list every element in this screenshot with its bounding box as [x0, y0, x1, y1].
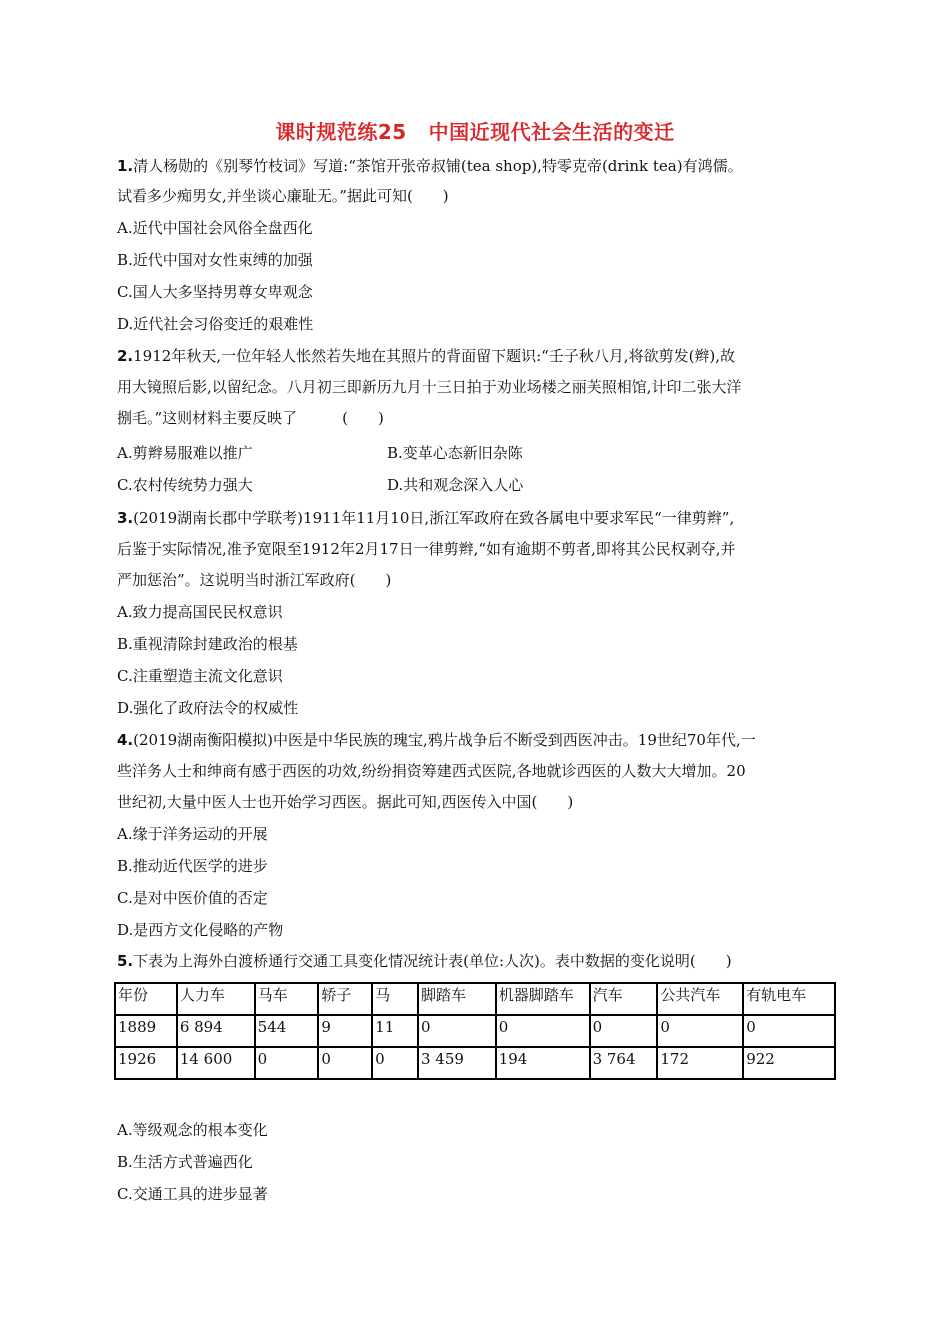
- page-title: [0, 116, 950, 145]
- q1-option-a: A.近代中国社会风俗全盘西化: [117, 219, 313, 237]
- q4-line1: [117, 730, 756, 750]
- table-header-cell: 马车: [255, 983, 319, 1015]
- q3-text-1: (2019湖南长郡中学联考)1911年11月10日,浙江军政府在致各属电中要求军民“一律剪辫”,: [133, 509, 735, 527]
- q2-option-d: D.共和观念深入人心: [387, 476, 524, 494]
- q3-option-b: B.重视清除封建政治的根基: [117, 635, 298, 653]
- q5-option-c: C.交通工具的进步显著: [117, 1185, 268, 1203]
- table-cell: 1926: [115, 1047, 177, 1079]
- q4-option-d: D.是西方文化侵略的产物: [117, 921, 284, 939]
- table-cell: 1889: [115, 1015, 177, 1047]
- q3-line3: 严加惩治”。这说明当时浙江军政府( ): [117, 571, 392, 589]
- table-cell: 3 459: [418, 1047, 496, 1079]
- q3-option-d: D.强化了政府法令的权威性: [117, 699, 299, 717]
- q1-line1: [117, 156, 743, 176]
- q1-number: 1.: [117, 157, 134, 175]
- q4-line2: 些洋务人士和绅商有感于西医的功效,纷纷捐资筹建西式医院,各地就诊西医的人数大大增加。20: [117, 762, 746, 780]
- table-header-cell: 有轨电车: [743, 983, 835, 1015]
- table-cell: 0: [255, 1047, 319, 1079]
- q4-option-a: A.缘于洋务运动的开展: [117, 825, 268, 843]
- table-header-row: [115, 983, 835, 1015]
- q2-option-b: B.变革心态新旧杂陈: [387, 444, 523, 462]
- q1-option-c: C.国人大多坚持男尊女卑观念: [117, 283, 313, 301]
- q4-text-1: (2019湖南衡阳模拟)中医是中华民族的瑰宝,鸦片战争后不断受到西医冲击。19世纪70年代,一: [133, 731, 756, 749]
- traffic-stats-table: [114, 982, 836, 1080]
- q5-line1: [117, 951, 732, 971]
- title-part2: 中国近现代社会生活的变迁: [428, 120, 675, 144]
- table-cell: 0: [318, 1047, 372, 1079]
- table-header-cell: 轿子: [318, 983, 372, 1015]
- q2-line3: 捌毛。”这则材料主要反映了 ( ): [117, 409, 384, 427]
- table-header-cell: 脚踏车: [418, 983, 496, 1015]
- table-row: [115, 1015, 835, 1047]
- title-part1: 课时规范练25: [275, 120, 407, 144]
- table-cell: 194: [496, 1047, 590, 1079]
- table-header-cell: 年份: [115, 983, 177, 1015]
- q3-option-c: C.注重塑造主流文化意识: [117, 667, 283, 685]
- q5-number: 5.: [117, 952, 134, 970]
- q1-line2: 试看多少痴男女,并坐谈心廉耻无。”据此可知( ): [117, 187, 449, 205]
- table-header-cell: 公共汽车: [657, 983, 743, 1015]
- q5-option-a: A.等级观念的根本变化: [117, 1121, 268, 1139]
- table-header-cell: 人力车: [177, 983, 255, 1015]
- table-cell: 922: [743, 1047, 835, 1079]
- q3-option-a: A.致力提高国民民权意识: [117, 603, 283, 621]
- table-header-cell: 机器脚踏车: [496, 983, 590, 1015]
- q2-line2: 用大镜照后影,以留纪念。八月初三即新历九月十三日拍于劝业场楼之丽芙照相馆,计印二张大洋: [117, 378, 742, 396]
- q3-line1: [117, 508, 734, 528]
- table-cell: 0: [418, 1015, 496, 1047]
- table-header-cell: 马: [372, 983, 418, 1015]
- q2-text-1: 1912年秋天,一位年轻人怅然若失地在其照片的背面留下题识:“壬子秋八月,将欲剪发(辫),故: [133, 347, 736, 365]
- table-cell: 6 894: [177, 1015, 255, 1047]
- q4-number: 4.: [117, 731, 134, 749]
- table-cell: 11: [372, 1015, 418, 1047]
- table-cell: 0: [590, 1015, 658, 1047]
- q2-line1: [117, 346, 735, 366]
- q3-line2: 后鉴于实际情况,准予宽限至1912年2月17日一律剪辫,“如有逾期不剪者,即将其公民权剥夺,并: [117, 540, 736, 558]
- table-row: [115, 1047, 835, 1079]
- q2-option-c: C.农村传统势力强大: [117, 476, 253, 494]
- q1-option-d: D.近代社会习俗变迁的艰难性: [117, 315, 314, 333]
- q4-option-b: B.推动近代医学的进步: [117, 857, 268, 875]
- table-cell: 3 764: [590, 1047, 658, 1079]
- q3-number: 3.: [117, 509, 134, 527]
- q2-option-a: A.剪辫易服难以推广: [117, 444, 253, 462]
- q5-text-1: 下表为上海外白渡桥通行交通工具变化情况统计表(单位:人次)。表中数据的变化说明( ): [133, 952, 732, 970]
- table-cell: 9: [318, 1015, 372, 1047]
- table-cell: 0: [372, 1047, 418, 1079]
- table-cell: 172: [657, 1047, 743, 1079]
- table-cell: 0: [743, 1015, 835, 1047]
- table-cell: 14 600: [177, 1047, 255, 1079]
- table-header-cell: 汽车: [590, 983, 658, 1015]
- q5-option-b: B.生活方式普遍西化: [117, 1153, 253, 1171]
- table-cell: 0: [496, 1015, 590, 1047]
- q2-number: 2.: [117, 347, 134, 365]
- table-cell: 0: [657, 1015, 743, 1047]
- q4-option-c: C.是对中医价值的否定: [117, 889, 268, 907]
- q1-option-b: B.近代中国对女性束缚的加强: [117, 251, 313, 269]
- q4-line3: 世纪初,大量中医人士也开始学习西医。据此可知,西医传入中国( ): [117, 793, 574, 811]
- table-cell: 544: [255, 1015, 319, 1047]
- q1-text-1: 清人杨勋的《别琴竹枝词》写道:“茶馆开张帝叔铺(tea shop),特零克帝(drink tea)有鸿儒。: [133, 157, 743, 175]
